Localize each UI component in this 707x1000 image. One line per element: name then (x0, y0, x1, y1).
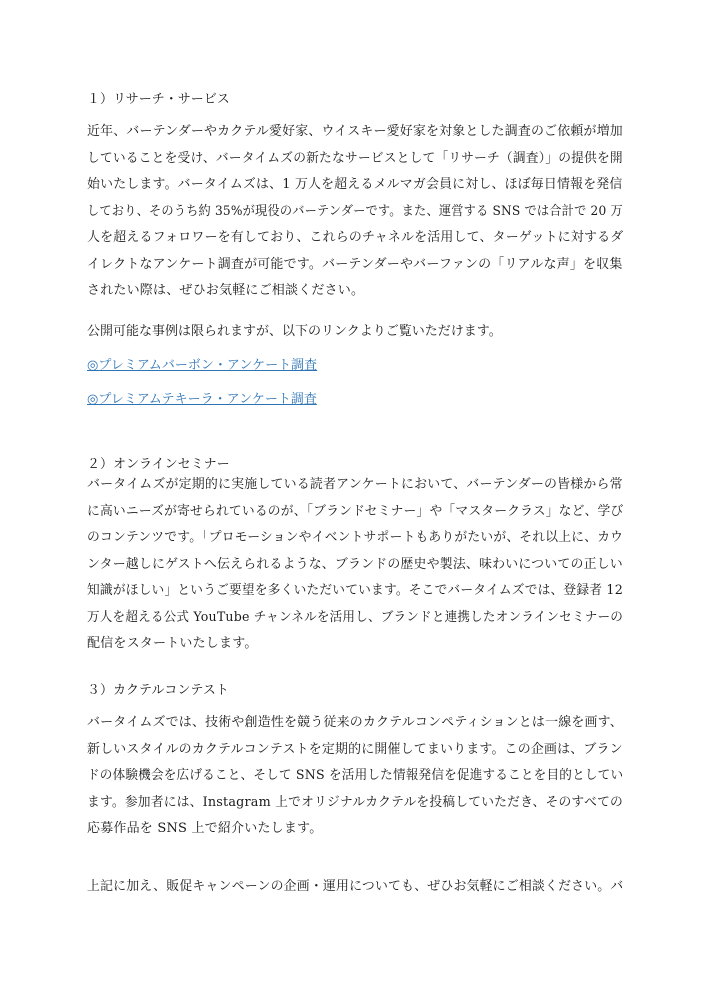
paragraph-line: しており、そのうち約 35%が現役のバーテンダーです。また、運営する SNS では合計で 20 万 (87, 203, 623, 219)
paragraph-line: 配信をスタートいたします。 (87, 636, 258, 651)
link-premium-bourbon-survey[interactable]: ◎プレミアムバーボン・アンケート調査 (87, 358, 318, 373)
paragraph-line: 新しいスタイルのカクテルコンテストを定期的に開催してまいります。この企画は、ブラン (87, 741, 623, 757)
paragraph-line: していることを受け、バータイムズの新たなサービスとして「リサーチ（調査）」の提供を開 (87, 150, 623, 166)
paragraph-line: バータイムズでは、技術や創造性を競う従来のカクテルコンペティションとは一線を画す、 (87, 715, 623, 730)
paragraph-line: 応募作品を SNS 上で紹介いたします。 (87, 821, 323, 836)
link-premium-tequila-survey[interactable]: ◎プレミアムテキーラ・アンケート調査 (87, 392, 317, 407)
cases-intro: 公開可能な事例は限られますが、以下のリンクよりご覧いただけます。 (87, 324, 502, 339)
paragraph-line: 万人を超える公式 YouTube チャンネルを活用し、ブランドと連携したオンラインセミナーの (87, 609, 624, 625)
section-heading-online-seminar: ２）オンラインセミナー (87, 457, 230, 472)
paragraph-line: 上記に加え、販促キャンペーンの企画・運用についても、ぜひお気軽にご相談ください。バ (87, 879, 624, 894)
paragraph-line: ます。参加者には、Instagram 上でオリジナルカクテルを投稿していただき、そのすべての (87, 794, 623, 810)
section-heading-cocktail-contest: ３）カクテルコンテスト (87, 683, 229, 698)
section-body-cocktail-contest (87, 710, 623, 843)
section-body-online-seminar (87, 472, 623, 658)
paragraph-line: のコンテンツです。「プロモーションやイベントサポートもありがたいが、それ以上に、カウ (87, 530, 624, 545)
section-heading-research: １）リサーチ・サービス (87, 92, 230, 107)
paragraph-line: されたい際は、ぜひお気軽にご相談ください。 (87, 283, 365, 298)
paragraph-line: イレクトなアンケート調査が可能です。バーテンダーやバーファンの「リアルな声」を収集 (87, 256, 623, 272)
paragraph-line: バータイムズが定期的に実施している読者アンケートにおいて、バーテンダーの皆様から常 (87, 477, 623, 492)
paragraph-line: に高いニーズが寄せられているのが、「ブランドセミナー」や「マスタークラス」など、学び (87, 503, 624, 519)
paragraph-line: ドの体験機会を広げること、そして SNS を活用した情報発信を促進することを目的としてい (87, 768, 624, 783)
paragraph-line: 始いたします。バータイムズは、1 万人を超えるメルマガ会員に対し、ほぼ毎日情報を発信 (87, 177, 623, 192)
paragraph-line: 人を超えるフォロワーを有しており、これらのチャネルを活用して、ターゲットに対するダ (87, 230, 624, 245)
paragraph-line: 近年、バーテンダーやカクテル愛好家、ウイスキー愛好家を対象とした調査のご依頼が増加 (87, 124, 623, 139)
paragraph-line: 知識がほしい」というご要望を多くいただいています。そこでバータイムズでは、登録者 12 (87, 583, 623, 598)
section-body-research (87, 119, 623, 305)
closing-paragraph (87, 874, 623, 901)
paragraph-line: ンター越しにゲストへ伝えられるような、ブランドの歴史や製法、味わいについての正しい (87, 556, 623, 572)
